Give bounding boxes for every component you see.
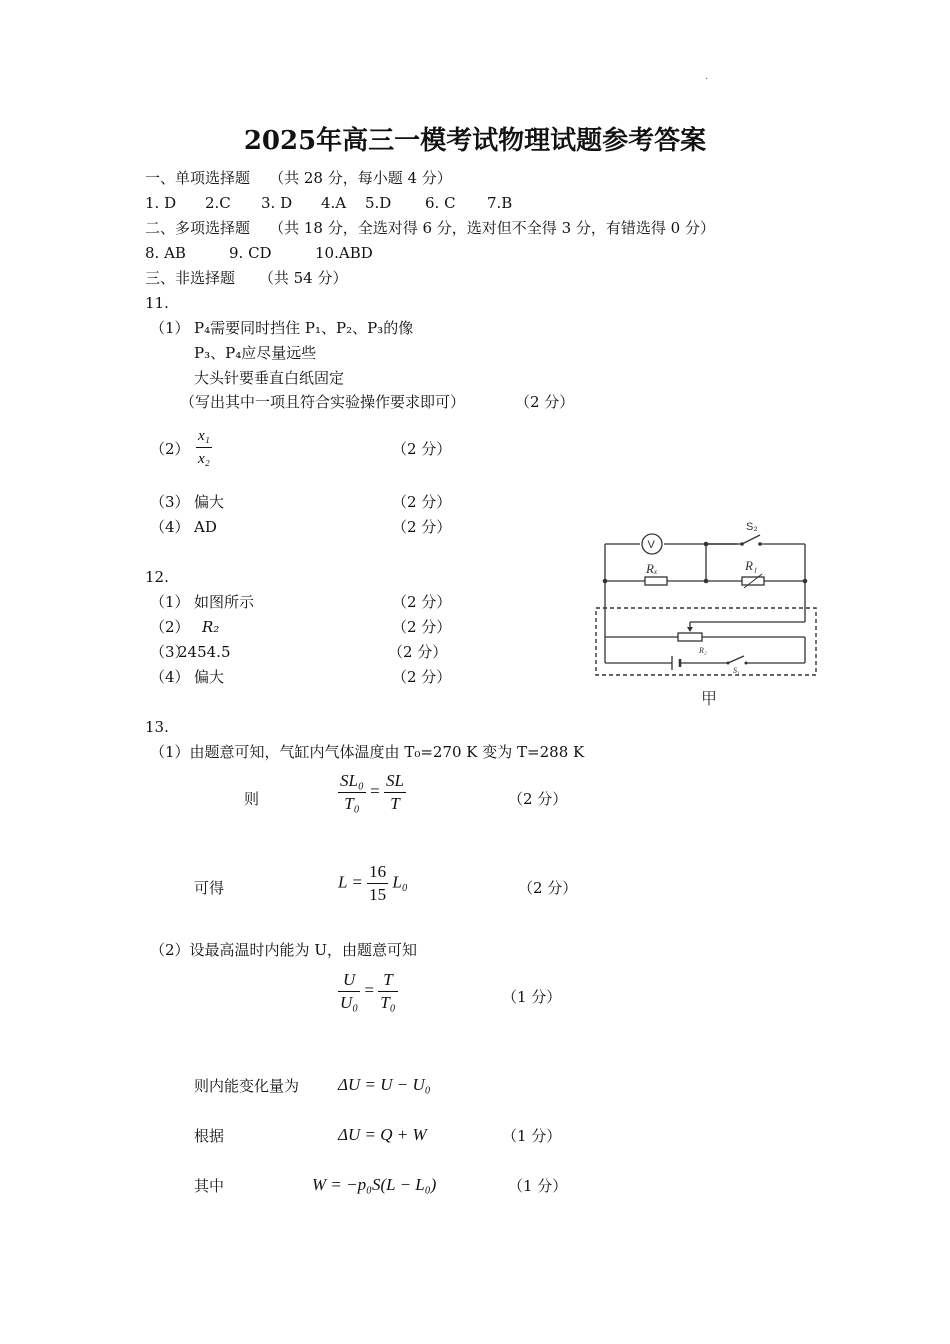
q13-eq2-score: （2 分）: [518, 879, 578, 897]
q13-eq1-label: 则: [244, 790, 260, 808]
q11-p1-score: （2 分）: [515, 393, 575, 411]
page-mark: ·: [705, 74, 709, 85]
r2-label: R₂: [699, 646, 707, 655]
q11-p3-score: （2 分）: [392, 493, 452, 511]
q12-item-label: （1）: [150, 593, 190, 611]
resistor-rx: [645, 577, 667, 585]
circuit-caption: 甲: [701, 689, 718, 708]
q11-p4-label: （4）: [150, 518, 190, 536]
q13-eq2-label: 可得: [194, 879, 225, 897]
q13-eq3-score: （1 分）: [502, 988, 562, 1006]
page-title: 2025年高三一模考试物理试题参考答案: [243, 126, 707, 156]
q13-eq2: L = $\frac{16}{15}$ L₀: [338, 862, 408, 904]
q11-p4-score: （2 分）: [392, 518, 452, 536]
s1-label: S₁: [733, 666, 740, 675]
q13-eq3: $\frac{U}{\text{U₀}}$ = $\frac{T}{\text{T₀}}$: [340, 970, 396, 1012]
rheostat-r2: [678, 633, 702, 641]
q12-item-score: （2 分）: [392, 668, 452, 686]
rx-label: Rₓ: [646, 561, 658, 576]
q13-eq6-score: （1 分）: [508, 1177, 568, 1195]
dashed-box: [596, 608, 816, 675]
section1-header: 一、单项选择题 （共 28 分，每小题 4 分）: [145, 169, 452, 187]
q13-eq1: $\frac{\text{SL₀}}{\text{T₀}}$ = $\frac{SL}{T}$: [340, 771, 404, 813]
q12-item-score: （2 分）: [388, 643, 448, 661]
q11-p2-score: （2 分）: [392, 440, 452, 458]
q12-item-score: （2 分）: [392, 618, 452, 636]
q13-eq5-score: （1 分）: [502, 1127, 562, 1145]
q12-item-answer: 2454.5: [178, 643, 231, 661]
s2-label: S₂: [746, 521, 758, 533]
q12-number: 12.: [145, 568, 169, 586]
circuit-diagram: [590, 515, 825, 715]
switch-s1: [728, 656, 744, 663]
q13-eq5-label: 根据: [194, 1127, 225, 1145]
q12-item-answer: 如图所示: [194, 593, 255, 611]
q11-p2-fraction: $\frac{\text{x₁}}{\text{x₂}}$: [198, 428, 210, 467]
q13-eq4-label: 则内能变化量为: [194, 1077, 300, 1095]
q13-p1-intro: （1）由题意可知，气缸内气体温度由 T₀=270 K 变为 T=288 K: [150, 743, 585, 761]
q11-p1-line: P₄需要同时挡住 P₁、P₂、P₃的像: [194, 319, 414, 337]
q12-item-score: （2 分）: [392, 593, 452, 611]
q12-item-label: （3）: [150, 643, 190, 661]
q13-eq6: W = −p₀S(L − L₀): [312, 1175, 437, 1194]
section2-answers: 8. AB 9. CD 10.ABD: [145, 244, 373, 262]
q13-number: 13.: [145, 718, 169, 736]
q13-eq5: ΔU = Q + W: [338, 1125, 427, 1144]
q11-p1-line: 大头针要垂直白纸固定: [194, 369, 345, 387]
q11-number: 11.: [145, 294, 169, 312]
q13-p2-intro: （2）设最高温时内能为 U，由题意可知: [150, 941, 417, 959]
switch-s2: [742, 535, 760, 544]
meter-label: V: [647, 539, 655, 551]
q12-item-answer: R₂: [202, 618, 220, 636]
section1-answers: 1. D 2.C 3. D 4.A 5.D 6. C 7.B: [145, 194, 513, 212]
q12-item-label: （4）: [150, 668, 190, 686]
section2-header: 二、多项选择题 （共 18 分，全选对得 6 分，选对但不全得 3 分，有错选得 0 分）: [145, 219, 715, 237]
q11-p3-label: （3）: [150, 493, 190, 511]
q13-eq1-score: （2 分）: [508, 790, 568, 808]
q11-p1-label: （1）: [150, 319, 190, 337]
q12-item-label: （2）: [150, 618, 190, 636]
q11-p3-answer: 偏大: [194, 493, 225, 511]
q13-eq6-label: 其中: [194, 1177, 225, 1195]
section3-header: 三、非选择题 （共 54 分）: [145, 269, 348, 287]
q11-p1-line: P₃、P₄应尽量远些: [194, 344, 317, 362]
q12-item-answer: 偏大: [194, 668, 225, 686]
r1-label: R₁: [745, 558, 758, 573]
q11-p4-answer: AD: [194, 518, 217, 536]
q13-eq4: ΔU = U − U₀: [338, 1075, 431, 1094]
q11-p1-note: （写出其中一项且符合实验操作要求即可）: [180, 393, 466, 411]
q11-p2-label: （2）: [150, 440, 190, 458]
